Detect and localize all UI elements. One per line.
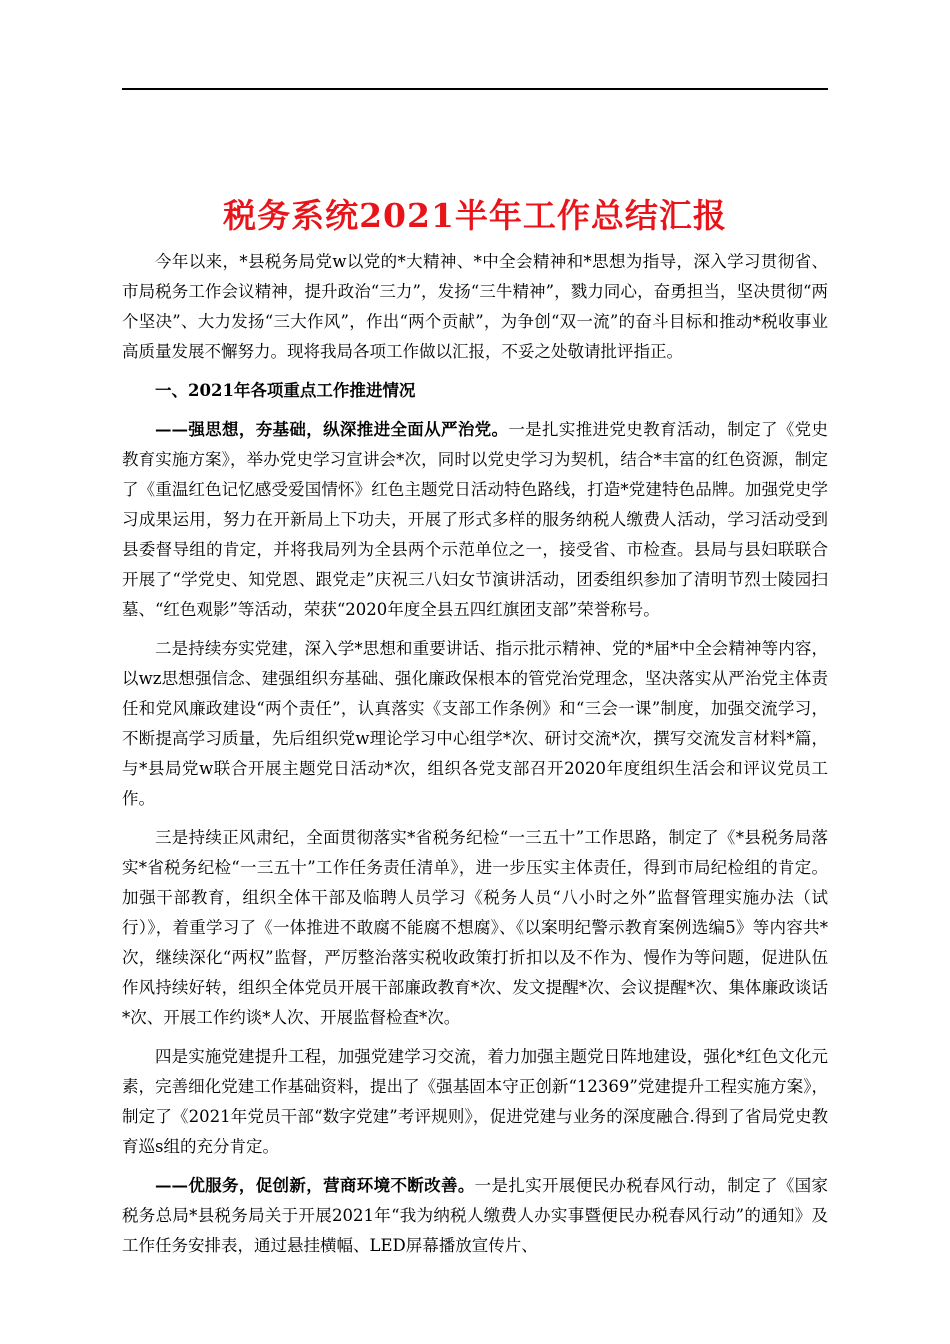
paragraph-1-lead: ——强思想，夯基础，纵深推进全面从严治党。 <box>155 420 509 439</box>
paragraph-1 <box>122 415 828 625</box>
paragraph-5-lead: ——优服务，促创新，营商环境不断改善。 <box>155 1176 475 1195</box>
document-title: 税务系统2021半年工作总结汇报 <box>223 196 727 235</box>
paragraph-4: 四是实施党建提升工程，加强党建学习交流，着力加强主题党日阵地建设，强化*红色文化元素，完善细化党建工作基础资料，提出了《强基固本守正创新“12369”党建提升工程实施方案》，制定了《2021年党员干部“数字党建”考评规则》，促进党建与业务的深度融合.得到了省局党史教育巡s组的充分肯定。 <box>122 1047 828 1156</box>
intro-paragraph: 今年以来，*县税务局党w以党的*大精神、*中全会精神和*思想为指导，深入学习贯彻省、市局税务工作会议精神，提升政治“三力”，发扬“三牛精神”，戮力同心，奋勇担当，坚决贯彻“两个坚决”、大力发扬“三大作风”，作出“两个贡献”，为争创“双一流”的奋斗目标和推动*税收事业高质量发展不懈努力。现将我局各项工作做以汇报，不妥之处敬请批评指正。 <box>122 252 828 361</box>
paragraph-2: 二是持续夯实党建，深入学*思想和重要讲话、指示批示精神、党的*届*中全会精神等内容，以wz思想强信念、建强组织夯基础、强化廉政保根本的管党治党理念，坚决落实从严治党主体责任和党风廉政建设“两个责任”，认真落实《支部工作条例》和“三会一课”制度，加强交流学习，不断提高学习质量，先后组织党w理论学习中心组学*次、研讨交流*次，撰写交流发言材料*篇，与*县局党w联合开展主题党日活动*次，组织各党支部召开2020年度组织生活会和评议党员工作。 <box>122 639 828 808</box>
document-body <box>122 247 828 1270</box>
paragraph-5 <box>122 1171 828 1261</box>
header-rule <box>122 88 828 90</box>
paragraph-5-text: 一是扎实开展便民办税春风行动，制定了《国家税务总局*县税务局关于开展2021年“我为纳税人缴费人办实事暨便民办税春风行动”的通知》及工作任务安排表，通过悬挂横幅、LED屏幕播放宣传片、 <box>122 1176 829 1255</box>
paragraph-1-text: 一是扎实推进党史教育活动，制定了《党史教育实施方案》，举办党史学习宣讲会*次，同时以党史学习为契机，结合*丰富的红色资源，制定了《重温红色记忆感受爱国情怀》红色主题党日活动特色路线，打造*党建特色品牌。加强党史学习成果运用，努力在开新局上下功夫，开展了形式多样的服务纳税人缴费人活动，学习活动受到县委督导组的肯定，并将我局列为全县两个示范单位之一，接受省、市检查。县局与县妇联联合开展了“学党史、知党恩、跟党走”庆祝三八妇女节演讲活动，团委组织参加了清明节烈士陵园扫墓、“红色观影”等活动，荣获“2020年度全县五四红旗团支部”荣誉称号。 <box>122 420 829 619</box>
section-heading: 一、2021年各项重点工作推进情况 <box>155 381 416 400</box>
paragraph-3: 三是持续正风肃纪，全面贯彻落实*省税务纪检“一三五十”工作思路，制定了《*县税务局落实*省税务纪检“一三五十”工作任务责任清单》，进一步压实主体责任，得到市局纪检组的肯定。加强干部教育，组织全体干部及临聘人员学习《税务人员“八小时之外”监督管理实施办法（试行）》，着重学习了《一体推进不敢腐不能腐不想腐》、《以案明纪警示教育案例选编5》等内容共*次，继续深化“两权”监督，严厉整治落实税收政策打折扣以及不作为、慢作为等问题，促进队伍作风持续好转，组织全体党员开展干部廉政教育*次、发文提醒*次、会议提醒*次、集体廉政谈话*次、开展工作约谈*人次、开展监督检查*次。 <box>122 828 828 1027</box>
